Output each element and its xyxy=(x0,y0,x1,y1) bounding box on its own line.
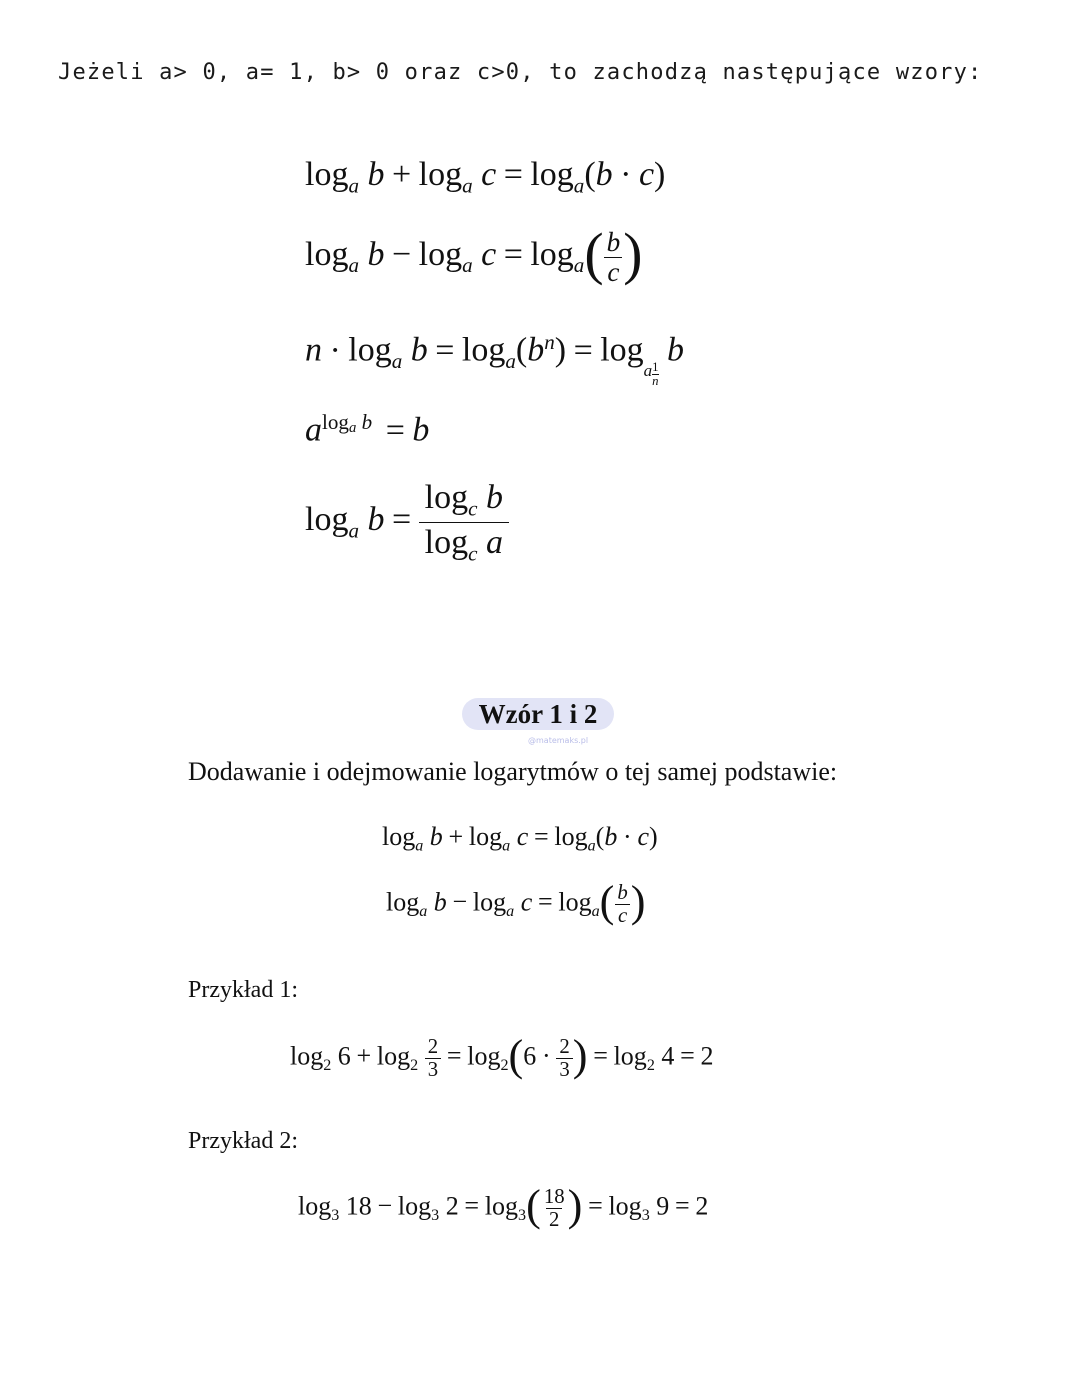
watermark: @matemaks.pl xyxy=(528,736,589,745)
example1-formula: $\log_2 6 + \log_2$ $\frac{2}{3}$ = $\log_2(6$ · $\frac{2}{3}$ ) = $\log_2 4 = 2$ xyxy=(290,1031,714,1081)
example1-label: Przykład 1: xyxy=(188,977,298,1003)
formula-exponent-identity: $a^{loga b} = b$ xyxy=(305,410,430,449)
formula-log-difference-repeat: $\log_a b - \log_a c = \log_a$( $\frac{b}{c}$ ) xyxy=(386,877,646,927)
formula-change-of-base: $\log_a b$ = $\frac{\log_c b}{\log_c a}$ xyxy=(305,478,509,566)
formula-log-sum-repeat: $\log_a b + \log_a c = \log_a(b \cdot c)$ xyxy=(382,822,658,855)
example2-formula: $\log_3 18 - \log_3 2 = \log_3$( $\frac{18}{2}$ ) = $\log_3 9 = 2$ xyxy=(298,1181,709,1231)
section-description: Dodawanie i odejmowanie logarytmów o tej samej podstawie: xyxy=(188,757,838,786)
formula-log-difference: $\log_a b - \log_a c = \log_a$( $\frac{b}{c}$ ) xyxy=(305,221,643,287)
example2-label: Przykład 2: xyxy=(188,1128,298,1154)
intro-text: Jeżeli a> 0, a= 1, b> 0 oraz c>0, to zachodzą następujące wzory: xyxy=(58,60,983,85)
section-title: Wzór 1 i 2 xyxy=(462,698,614,730)
formula-log-sum: $\log_a b + \log_a c = \log_a(b \cdot c)$ xyxy=(305,156,666,198)
formula-log-power: $n \cdot \log_a b = \log_a(b^n) = \log a$ $\frac{1}{n}$ b xyxy=(305,330,685,388)
